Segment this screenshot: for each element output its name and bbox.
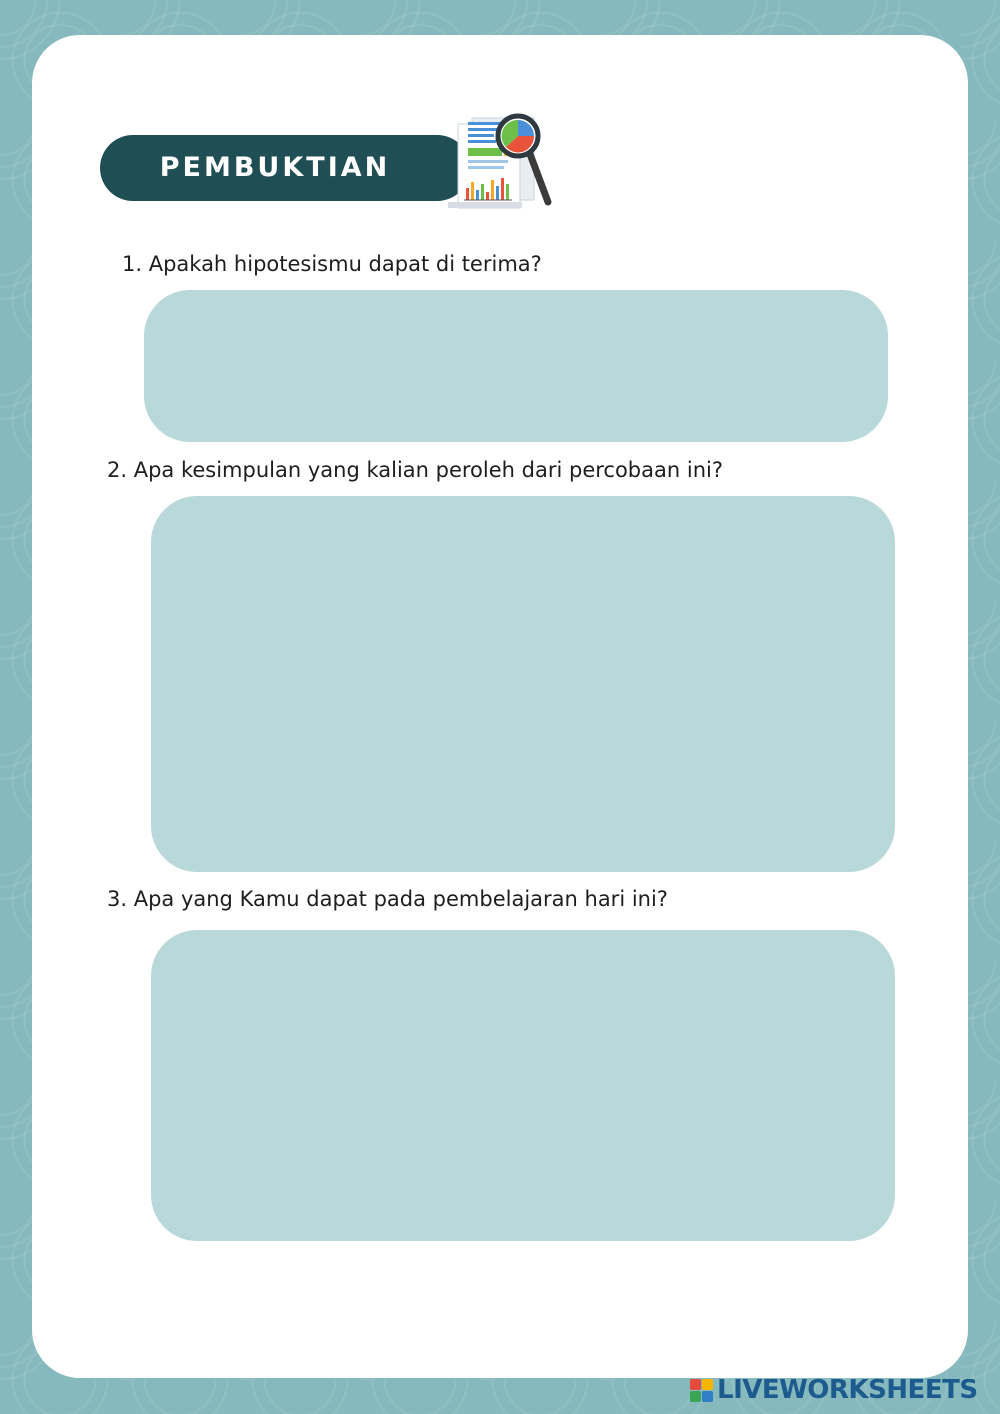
answer-box-2[interactable] [151, 496, 895, 872]
logo-text: LIVEWORKSHEETS [717, 1375, 978, 1405]
report-magnifier-icon [442, 110, 560, 214]
question-2: 2. Apa kesimpulan yang kalian peroleh dari percobaan ini? [107, 458, 723, 482]
question-1: 1. Apakah hipotesismu dapat di terima? [122, 252, 542, 276]
answer-box-3[interactable] [151, 930, 895, 1241]
liveworksheets-logo [690, 1372, 978, 1408]
section-banner [100, 135, 470, 201]
answer-box-1[interactable] [144, 290, 888, 442]
logo-squares-icon [690, 1379, 713, 1402]
section-title: PEMBUKTIAN [159, 152, 391, 183]
question-3: 3. Apa yang Kamu dapat pada pembelajaran hari ini? [107, 887, 668, 911]
